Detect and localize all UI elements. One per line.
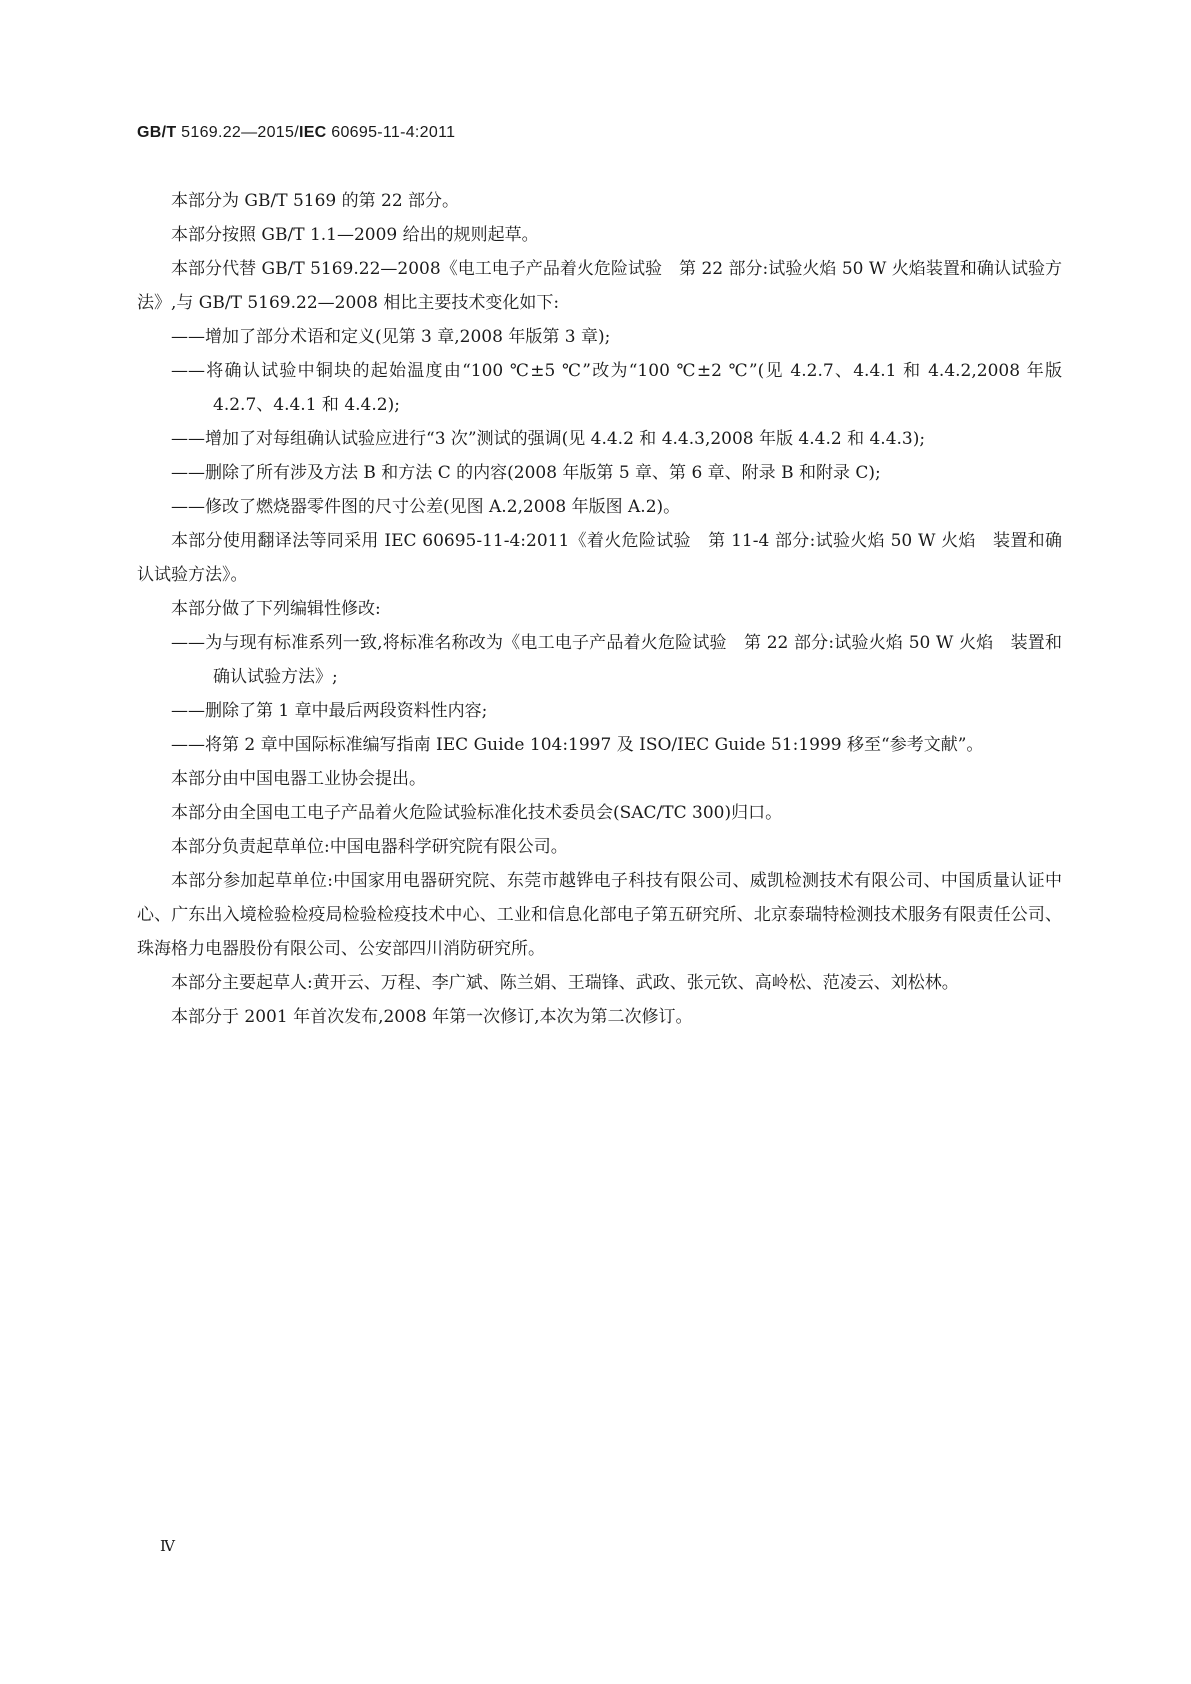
paragraph-drafting-rules: 本部分按照 GB/T 1.1—2009 给出的规则起草。 <box>171 225 539 245</box>
paragraph-editorial-intro: 本部分做了下列编辑性修改: <box>171 599 381 619</box>
document-header <box>137 124 455 142</box>
paragraph-participating-units: 本部分参加起草单位:中国家用电器研究院、东莞市越铧电子科技有限公司、威凯检测技术有限公司、中国质量认证中心、广东出入境检验检疫局检验检疫技术中心、工业和信息化部电子第五研究所、北京泰瑞特检测技术服务有限责任公司、珠海格力电器股份有限公司、公安部四川消防研究所。 <box>137 871 1062 959</box>
paragraph-proposed-by: 本部分由中国电器工业协会提出。 <box>171 769 426 789</box>
paragraph-publication-history: 本部分于 2001 年首次发布,2008 年第一次修订,本次为第二次修订。 <box>171 1007 693 1027</box>
paragraph-part-number: 本部分为 GB/T 5169 的第 22 部分。 <box>171 191 460 211</box>
list-item-change: ——删除了所有涉及方法 B 和方法 C 的内容(2008 年版第 5 章、第 6 章、附录 B 和附录 C); <box>171 463 881 483</box>
paragraph-main-drafters: 本部分主要起草人:黄开云、万程、李广斌、陈兰娟、王瑞锋、武政、张元钦、高岭松、范凌云、刘松林。 <box>171 973 959 993</box>
paragraph-responsible-unit: 本部分负责起草单位:中国电器科学研究院有限公司。 <box>171 837 568 857</box>
paragraph-centralized-by: 本部分由全国电工电子产品着火危险试验标准化技术委员会(SAC/TC 300)归口。 <box>171 803 783 823</box>
list-item-change: ——修改了燃烧器零件图的尺寸公差(见图 A.2,2008 年版图 A.2)。 <box>171 497 681 517</box>
header-iec: IEC <box>298 124 327 141</box>
list-item-edit: ——删除了第 1 章中最后两段资料性内容; <box>171 701 488 721</box>
list-item-change: ——增加了部分术语和定义(见第 3 章,2008 年版第 3 章); <box>171 327 611 347</box>
paragraph-replaces: 本部分代替 GB/T 5169.22—2008《电工电子产品着火危险试验 第 22 部分:试验火焰 50 W 火焰装置和确认试验方法》,与 GB/T 5169.22—2008 相比主要技术变化如下: <box>137 259 1062 313</box>
header-prefix: GB/T <box>137 124 177 141</box>
document-body <box>137 184 1062 1034</box>
header-iec-number: 60695-11-4:2011 <box>326 124 456 141</box>
list-item-edit: ——将第 2 章中国际标准编写指南 IEC Guide 104:1997 及 ISO/IEC Guide 51:1999 移至“参考文献”。 <box>171 735 984 755</box>
list-item-change: ——增加了对每组确认试验应进行“3 次”测试的强调(见 4.4.2 和 4.4.3,2008 年版 4.4.2 和 4.4.3); <box>171 429 926 449</box>
header-number: 5169.22—2015/ <box>176 124 299 141</box>
list-item-edit: ——为与现有标准系列一致,将标准名称改为《电工电子产品着火危险试验 第 22 部分:试验火焰 50 W 火焰 装置和确认试验方法》; <box>171 633 1062 687</box>
paragraph-translation-method: 本部分使用翻译法等同采用 IEC 60695-11-4:2011《着火危险试验 第 11-4 部分:试验火焰 50 W 火焰 装置和确认试验方法》。 <box>137 531 1062 585</box>
page-number: Ⅳ <box>160 1537 175 1555</box>
list-item-change: ——将确认试验中铜块的起始温度由“100 ℃±5 ℃”改为“100 ℃±2 ℃”(见 4.2.7、4.4.1 和 4.4.2,2008 年版 4.2.7、4.4.1 和 4.4.2); <box>171 361 1062 415</box>
